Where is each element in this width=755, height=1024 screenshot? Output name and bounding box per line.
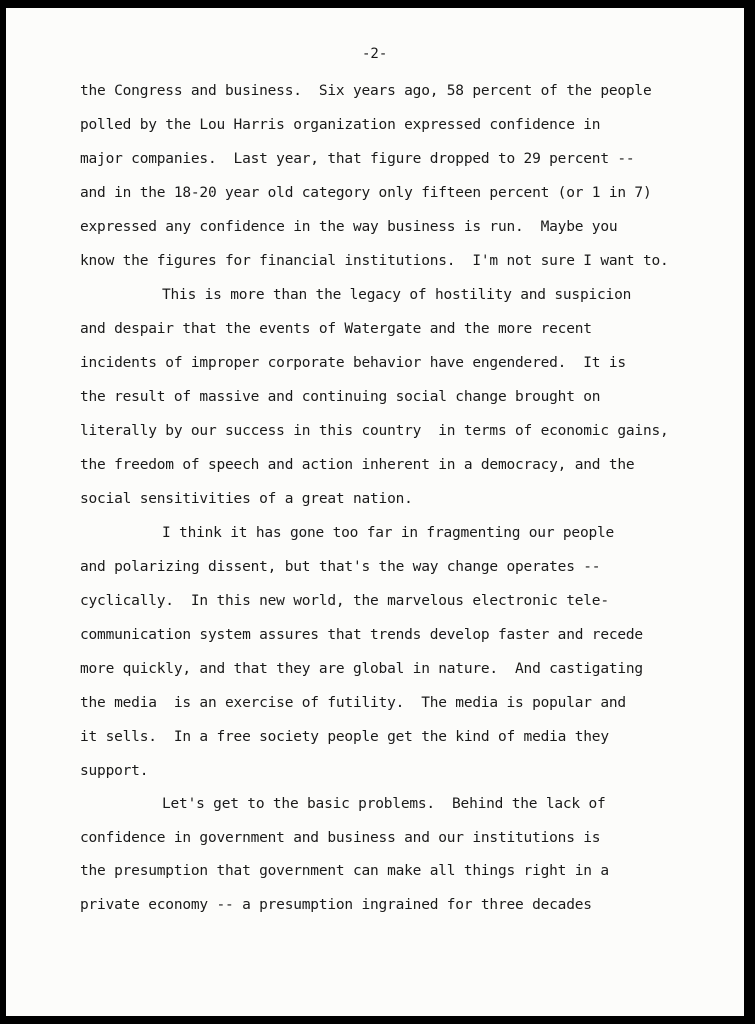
paragraph-2-line-6: the freedom of speech and action inherent in a democracy, and the [80, 457, 635, 473]
paragraph-3-line-5: more quickly, and that they are global in nature. And castigating [80, 661, 643, 677]
paragraph-2-line-4: the result of massive and continuing social change brought on [80, 389, 601, 405]
paragraph-1-line-6: know the figures for financial institutions. I'm not sure I want to. [80, 253, 669, 269]
paragraph-3-line-7: it sells. In a free society people get the kind of media they [80, 729, 609, 745]
paragraph-2-line-2: and despair that the events of Watergate and the more recent [80, 321, 592, 337]
paragraph-3-line-1: I think it has gone too far in fragmenting our people [162, 525, 615, 541]
paragraph-3-line-3: cyclically. In this new world, the marvelous electronic tele- [80, 593, 609, 609]
paragraph-3-line-2: and polarizing dissent, but that's the way change operates -- [80, 559, 601, 575]
paragraph-4-line-3: the presumption that government can make all things right in a [80, 863, 609, 879]
paragraph-1-line-2: polled by the Lou Harris organization expressed confidence in [80, 117, 601, 133]
paragraph-3-line-8: support. [80, 763, 149, 779]
paragraph-1-line-5: expressed any confidence in the way business is run. Maybe you [80, 219, 618, 235]
paragraph-3-line-4: communication system assures that trends develop faster and recede [80, 627, 643, 643]
paragraph-1-line-1: the Congress and business. Six years ago, 58 percent of the people [80, 83, 652, 99]
paragraph-4-line-2: confidence in government and business and our institutions is [80, 830, 601, 846]
paragraph-4-line-1: Let's get to the basic problems. Behind the lack of [162, 796, 606, 812]
paragraph-1-line-3: major companies. Last year, that figure dropped to 29 percent -- [80, 151, 635, 167]
paragraph-3-line-6: the media is an exercise of futility. The media is popular and [80, 695, 626, 711]
paragraph-2-line-5: literally by our success in this country in terms of economic gains, [80, 423, 669, 439]
paragraph-1-line-4: and in the 18-20 year old category only fifteen percent (or 1 in 7) [80, 185, 652, 201]
paragraph-2-line-7: social sensitivities of a great nation. [80, 491, 413, 507]
paragraph-4-line-4: private economy -- a presumption ingrained for three decades [80, 897, 592, 913]
paragraph-2-line-1: This is more than the legacy of hostility and suspicion [162, 287, 632, 303]
paragraph-2-line-3: incidents of improper corporate behavior have engendered. It is [80, 355, 626, 371]
page-number: -2- [362, 46, 388, 62]
